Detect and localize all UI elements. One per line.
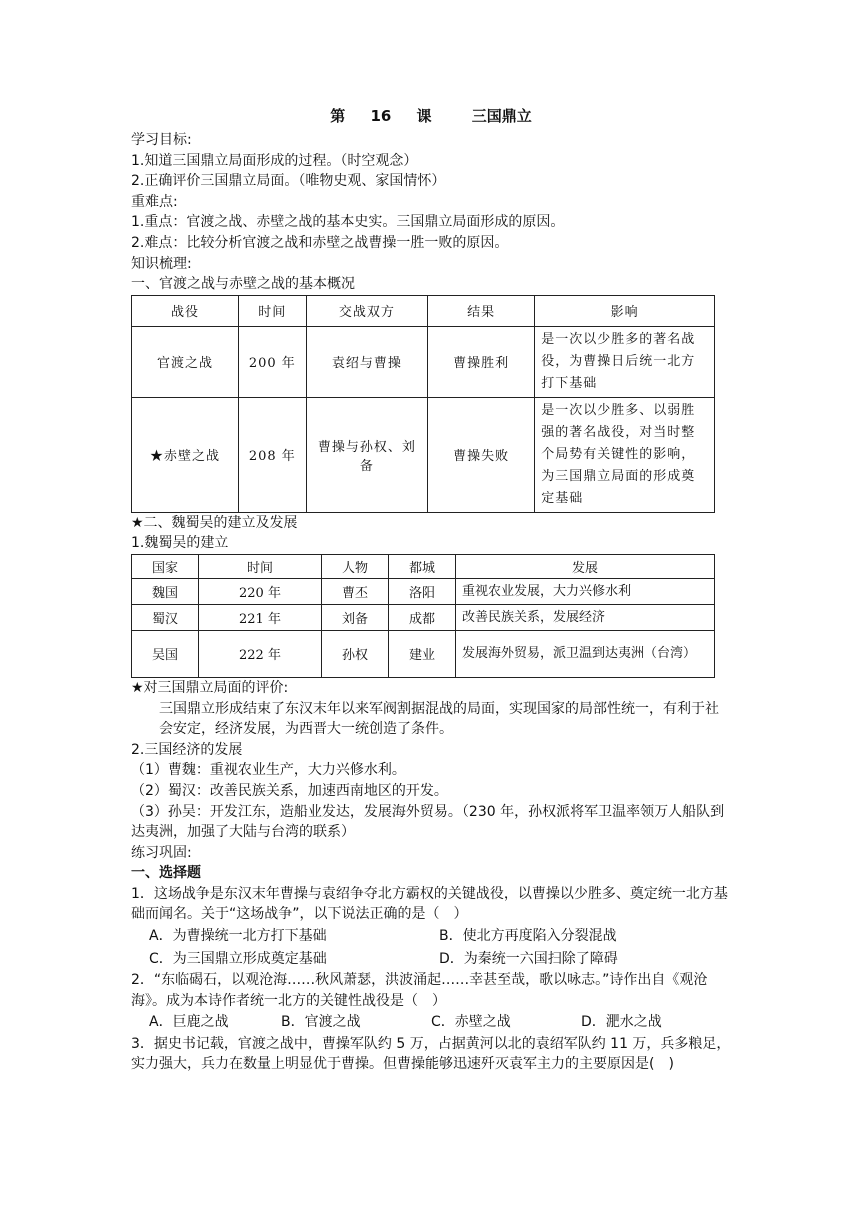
table-cell: 曹丕 xyxy=(322,578,389,604)
table-cell: 孙权 xyxy=(322,630,389,677)
table-cell: 成都 xyxy=(389,604,456,630)
evaluation-heading: ★对三国鼎立局面的评价: xyxy=(131,679,289,696)
table-cell: 袁绍与曹操 xyxy=(306,326,428,397)
table-header-cell: 国家 xyxy=(132,554,199,578)
question-stem: 1．这场战争是东汉末年曹操与袁绍争夺北方霸权的关键战役，以曹操以少胜多、奠定统一北方基础而闻名。关于“这场战争”，以下说法正确的是（ ） xyxy=(131,885,728,923)
table-header-cell: 结果 xyxy=(428,295,535,326)
table-header-cell: 人物 xyxy=(322,554,389,578)
table-cell: 改善民族关系，发展经济 xyxy=(456,604,715,630)
table-cell: 建业 xyxy=(389,630,456,677)
option: A．巨鹿之战 xyxy=(149,1014,229,1031)
table-cell: 吴国 xyxy=(132,630,199,677)
section2-heading: ★二、魏蜀吴的建立及发展 xyxy=(131,514,298,531)
table-row xyxy=(132,630,715,677)
objective-item: 2.正确评价三国鼎立局面。（唯物史观、家国情怀） xyxy=(131,173,446,190)
section2-subheading: 1.魏蜀吴的建立 xyxy=(131,535,229,552)
knowledge-heading: 知识梳理: xyxy=(131,255,192,272)
table-header-cell: 发展 xyxy=(456,554,715,578)
lesson-title: 第 16 课 三国鼎立 xyxy=(330,107,532,125)
choice-section-heading: 一、选择题 xyxy=(131,865,201,882)
table-cell: 发展海外贸易，派卫温到达夷洲（台湾） xyxy=(456,630,715,677)
table-cell: 是一次以少胜多的著名战役，为曹操日后统一北方打下基础 xyxy=(535,326,715,397)
table-cell: 208 年 xyxy=(239,397,307,512)
option: B．官渡之战 xyxy=(281,1014,361,1031)
keypoint-item: 1.重点：官渡之战、赤壁之战的基本史实。三国鼎立局面形成的原因。 xyxy=(131,214,565,231)
battles-table xyxy=(131,295,715,513)
table-cell: 221 年 xyxy=(199,604,322,630)
economy-item: （1）曹魏：重视农业生产，大力兴修水利。 xyxy=(131,762,406,779)
table-header-row xyxy=(132,295,715,326)
option: C．为三国鼎立形成奠定基础 xyxy=(149,950,327,967)
table-cell: 曹操与孙权、刘备 xyxy=(306,397,428,512)
objectives-heading: 学习目标: xyxy=(131,132,192,148)
economy-heading: 2.三国经济的发展 xyxy=(131,741,243,758)
table-cell: 重视农业发展，大力兴修水利 xyxy=(456,578,715,604)
question-stem: 2．“东临碣石，以观沧海……秋风萧瑟，洪波涌起……幸甚至哉，歌以咏志。”诗作出自《观沧海》。成为本诗作者统一北方的关键性战役是（ ） xyxy=(131,972,708,1009)
keypoints-heading: 重难点: xyxy=(131,193,178,210)
document-content xyxy=(131,104,731,1075)
option: B．使北方再度陷入分裂混战 xyxy=(439,928,617,945)
evaluation-text: 三国鼎立形成结束了东汉末年以来军阀割据混战的局面，实现国家的局部性统一，有利于社会安定，经济发展，为西晋大一统创造了条件。 xyxy=(159,700,719,738)
keypoint-item: 2.难点：比较分析官渡之战和赤壁之战曹操一胜一败的原因。 xyxy=(131,234,509,251)
table-cell: 曹操失败 xyxy=(428,397,535,512)
table-row xyxy=(132,397,715,512)
section1-heading: 一、官渡之战与赤壁之战的基本概况 xyxy=(131,276,355,293)
option: D．为秦统一六国扫除了障碍 xyxy=(439,950,618,967)
question-options xyxy=(131,948,731,971)
question-options xyxy=(131,925,731,948)
table-cell: 200 年 xyxy=(239,326,307,397)
question-options xyxy=(131,1011,731,1034)
option: C．赤壁之战 xyxy=(431,1014,511,1031)
table-cell: 蜀汉 xyxy=(132,604,199,630)
table-cell: 魏国 xyxy=(132,578,199,604)
table-header-cell: 都城 xyxy=(389,554,456,578)
table-header-cell: 时间 xyxy=(239,295,307,326)
table-cell: 222 年 xyxy=(199,630,322,677)
option: A．为曹操统一北方打下基础 xyxy=(149,928,327,945)
economy-item: （3）孙吴：开发江东，造船业发达，发展海外贸易。（230 年，孙权派将军卫温率领万人船队到达夷洲，加强了大陆与台湾的联系） xyxy=(131,803,725,841)
table-header-cell: 战役 xyxy=(132,295,239,326)
table-cell: ★赤壁之战 xyxy=(132,397,239,512)
table-cell: 官渡之战 xyxy=(132,326,239,397)
table-row xyxy=(132,578,715,604)
table-row xyxy=(132,604,715,630)
table-header-row xyxy=(132,554,715,578)
table-row xyxy=(132,326,715,397)
table-header-cell: 时间 xyxy=(199,554,322,578)
table-cell: 220 年 xyxy=(199,578,322,604)
option: D．淝水之战 xyxy=(581,1014,662,1031)
practice-heading: 练习巩固: xyxy=(131,844,192,861)
table-cell: 刘备 xyxy=(322,604,389,630)
table-cell: 曹操胜利 xyxy=(428,326,535,397)
objective-item: 1.知道三国鼎立局面形成的过程。（时空观念） xyxy=(131,152,418,169)
table-cell: 洛阳 xyxy=(389,578,456,604)
table-header-cell: 交战双方 xyxy=(306,295,428,326)
table-header-cell: 影响 xyxy=(535,295,715,326)
question-stem: 3．据史书记载，官渡之战中，曹操军队约 5 万，占据黄河以北的袁绍军队约 11 万，兵多粮足，实力强大，兵力在数量上明显优于曹操。但曹操能够迅速歼灭袁军主力的主要原因是( ) xyxy=(131,1035,731,1073)
table-cell: 是一次以少胜多、以弱胜强的著名战役，对当时整个局势有关键性的影响，为三国鼎立局面的形成奠定基础 xyxy=(535,397,715,512)
economy-item: （2）蜀汉：改善民族关系，加速西南地区的开发。 xyxy=(131,782,448,799)
kingdoms-table xyxy=(131,554,715,678)
